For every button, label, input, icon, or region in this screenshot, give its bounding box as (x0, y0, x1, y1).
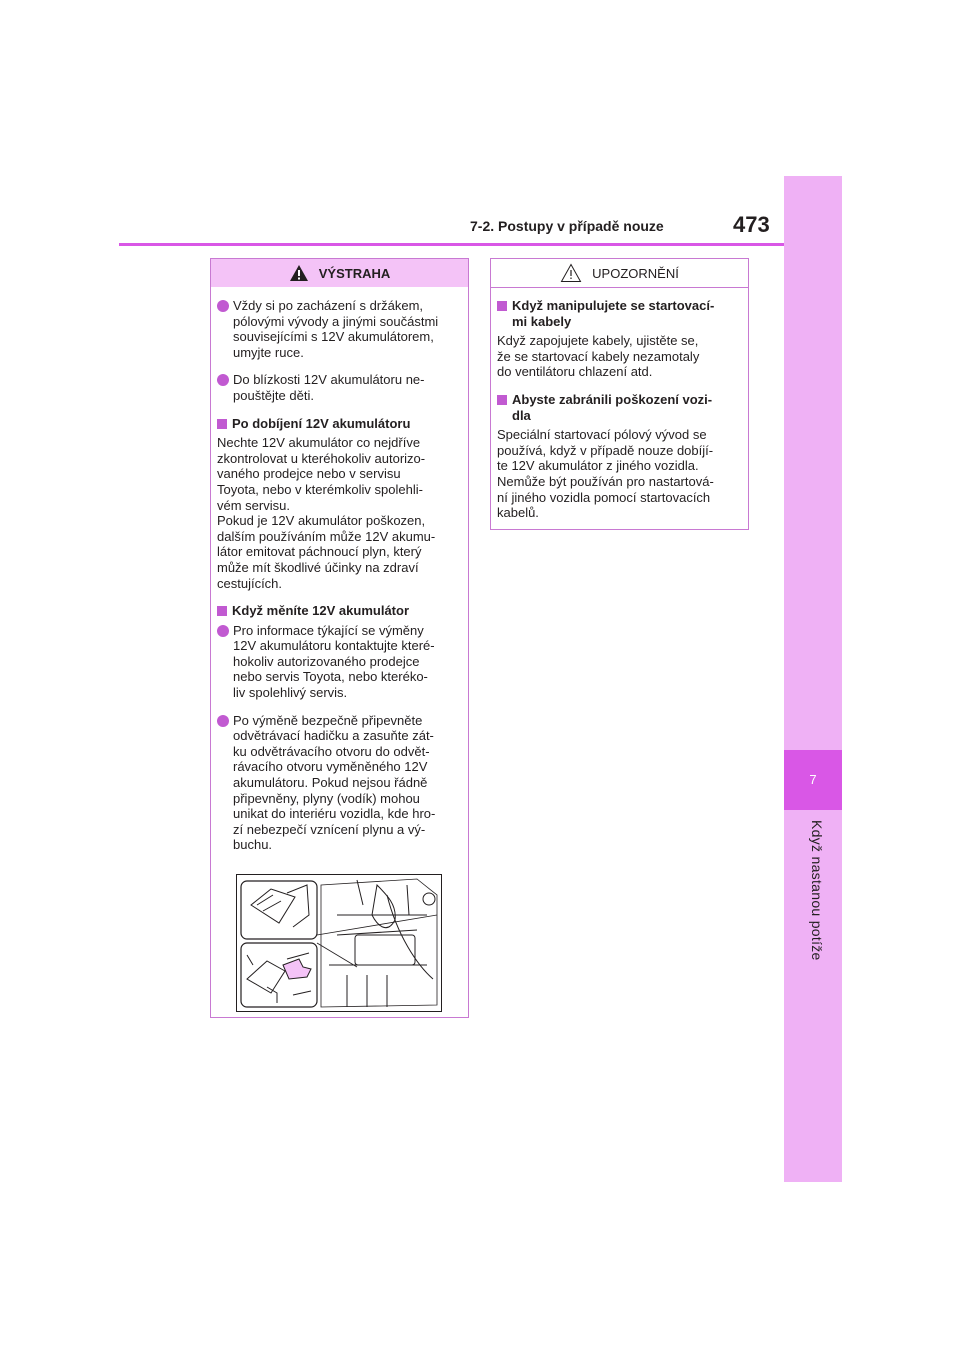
header-rule (119, 243, 784, 246)
caution-section-heading (497, 392, 742, 423)
engine-bay-drawing (237, 875, 441, 1011)
warning-title: VÝSTRAHA (318, 265, 391, 281)
page-number: 473 (733, 212, 770, 237)
warning-section-heading (217, 603, 462, 619)
battery-vent-illustration (236, 874, 442, 1012)
warning-bullet (217, 372, 462, 403)
section-title: 7-2. Postupy v případě nouze (470, 218, 664, 234)
section-heading-text: Abyste zabránili poškození vozi- dla (512, 391, 713, 423)
warning-bullet (217, 298, 462, 360)
bullet-text: Do blízkosti 12V akumulátoru ne- pouštějte děti. (233, 372, 425, 403)
bullet-dot-icon (217, 625, 229, 637)
section-heading-text: Když měníte 12V akumulátor (232, 603, 409, 619)
warning-section-heading (217, 416, 462, 432)
section-heading-text: Po dobíjení 12V akumulátoru (232, 415, 411, 431)
section-square-icon (217, 606, 227, 616)
chapter-number-tab (784, 750, 842, 810)
chapter-number: 7 (809, 772, 817, 787)
bullet-dot-icon (217, 374, 229, 386)
caution-section-text: Speciální startovací pólový vývod se používá, když v případě nouze dobíjí- te 12V akumulátor z jiného vozidla. Nemůže být používán pro nastartová- ní jiného vozidla pomocí startovacích kabelů. (497, 427, 714, 521)
bullet-dot-icon (217, 300, 229, 312)
section-square-icon (217, 419, 227, 429)
chapter-title: Když nastanou potíže (809, 820, 825, 961)
warning-bullet (217, 713, 462, 853)
section-square-icon (497, 301, 507, 311)
caution-triangle-icon (560, 263, 582, 283)
bullet-text: Po výměně bezpečně připevněte odvětrávací hadičku a zasuňte zát- ku odvětrávacího otvoru do odvět- rávacího otvoru vyměněného 12V akumulátoru. Pokud nejsou řádně připevněny, plyny (vodík) mohou unikat do interiéru vozidla, kde hro- zí nebezpečí vznícení plynu a vý- buchu. (233, 712, 436, 853)
bullet-dot-icon (217, 715, 229, 727)
section-heading-text: Když manipulujete se startovací- mi kabely (512, 298, 715, 329)
caution-section-text: Když zapojujete kabely, ujistěte se, že se startovací kabely nezamotaly do ventilátoru chlazení atd. (497, 333, 700, 380)
section-square-icon (497, 395, 507, 405)
caution-box (490, 258, 749, 530)
bullet-text: Pro informace týkající se výměny 12V akumulátoru kontaktujte které- hokoliv autorizovaného prodejce nebo servis Toyota, nebo kteréko- liv spolehlivý servis. (233, 622, 435, 701)
caution-title: UPOZORNĚNÍ (592, 265, 679, 281)
warning-section-text: Nechte 12V akumulátor co nejdříve zkontrolovat u kteréhokoliv autorizo- vaného prodejce nebo v servisu Toyota, nebo v kterémkoliv spolehli- vém servisu. Pokud je 12V akumulátor poškozen, dalším používáním může 12V akumu- látor emitovat páchnoucí plyn, který může mít škodlivé účinky na zdraví cestujících. (217, 435, 436, 591)
bullet-text: Vždy si po zacházení s držákem, pólovými vývody a jinými součástmi souvisejícími s 12V akumulátorem, umyjte ruce. (233, 298, 439, 360)
warning-triangle-icon (289, 264, 309, 282)
warning-header (211, 259, 468, 287)
warning-bullet (217, 623, 462, 701)
caution-header (491, 259, 748, 288)
caution-section-heading (497, 298, 742, 329)
